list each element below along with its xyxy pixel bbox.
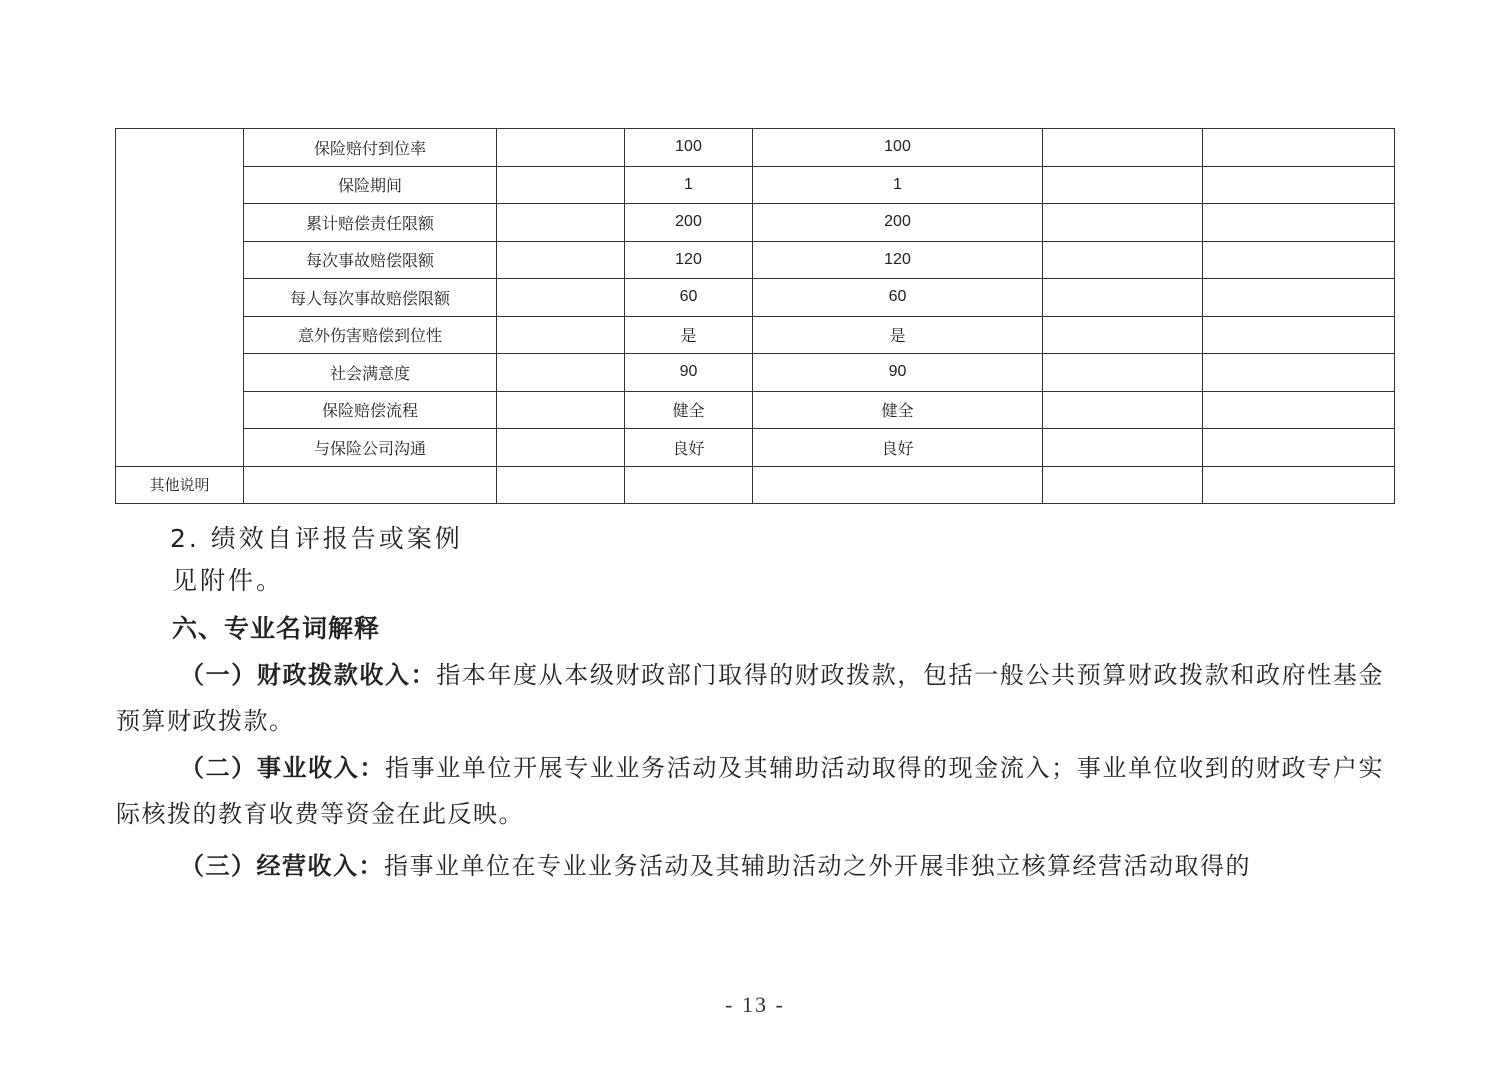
actual-value: 良好 xyxy=(753,429,1043,467)
actual-value: 1 xyxy=(753,166,1043,204)
target-value: 良好 xyxy=(625,429,753,467)
other-notes-label: 其他说明 xyxy=(116,466,244,504)
section-2-title: 2. 绩效自评报告或案例 xyxy=(170,524,463,553)
extra-cell xyxy=(1043,391,1203,429)
blank-cell xyxy=(497,204,625,242)
extra-cell xyxy=(1043,354,1203,392)
table-row xyxy=(116,429,1395,467)
blank-cell xyxy=(497,129,625,167)
extra-cell xyxy=(1043,241,1203,279)
definition-text: 指本年度从本级财政部门取得的财政拨款，包括一般公共预算财政拨款和政府性基金预算财政拨款。 xyxy=(116,661,1385,735)
indicator-name: 保险赔偿流程 xyxy=(244,391,497,429)
indicator-name: 社会满意度 xyxy=(244,354,497,392)
extra-cell xyxy=(1043,166,1203,204)
blank-cell xyxy=(497,466,625,504)
section-2-body: 见附件。 xyxy=(172,566,285,595)
table-row xyxy=(116,279,1395,317)
table-row xyxy=(116,316,1395,354)
extra-cell xyxy=(1203,429,1395,467)
blank-cell xyxy=(1043,466,1203,504)
definition-term: （一）财政拨款收入： xyxy=(180,661,437,689)
merged-category-cell xyxy=(116,129,244,467)
definition-text: 指事业单位在专业业务活动及其辅助活动之外开展非独立核算经营活动取得的 xyxy=(384,852,1251,880)
blank-cell xyxy=(1203,466,1395,504)
target-value: 1 xyxy=(625,166,753,204)
table-row xyxy=(116,129,1395,167)
indicator-name: 保险赔付到位率 xyxy=(244,129,497,167)
definition-text: 指事业单位开展专业业务活动及其辅助活动取得的现金流入；事业单位收到的财政专户实际核拨的教育收费等资金在此反映。 xyxy=(116,754,1385,828)
extra-cell xyxy=(1043,204,1203,242)
actual-value: 90 xyxy=(753,354,1043,392)
table-row-other xyxy=(116,466,1395,504)
extra-cell xyxy=(1203,316,1395,354)
extra-cell xyxy=(1203,166,1395,204)
blank-cell xyxy=(497,316,625,354)
actual-value: 60 xyxy=(753,279,1043,317)
target-value: 60 xyxy=(625,279,753,317)
actual-value: 100 xyxy=(753,129,1043,167)
target-value: 90 xyxy=(625,354,753,392)
blank-cell xyxy=(497,279,625,317)
blank-cell xyxy=(497,166,625,204)
performance-indicator-table xyxy=(115,128,1395,504)
extra-cell xyxy=(1203,279,1395,317)
table-row xyxy=(116,241,1395,279)
indicator-name: 累计赔偿责任限额 xyxy=(244,204,497,242)
table-row xyxy=(116,166,1395,204)
extra-cell xyxy=(1203,129,1395,167)
target-value: 100 xyxy=(625,129,753,167)
definition-paragraph xyxy=(116,843,1384,889)
actual-value: 200 xyxy=(753,204,1043,242)
actual-value: 120 xyxy=(753,241,1043,279)
indicator-name: 意外伤害赔偿到位性 xyxy=(244,316,497,354)
blank-cell xyxy=(497,354,625,392)
indicator-name: 每人每次事故赔偿限额 xyxy=(244,279,497,317)
extra-cell xyxy=(1043,279,1203,317)
definition-paragraph xyxy=(116,652,1384,744)
blank-cell xyxy=(625,466,753,504)
blank-cell xyxy=(497,429,625,467)
extra-cell xyxy=(1203,241,1395,279)
blank-cell xyxy=(497,241,625,279)
table-row xyxy=(116,391,1395,429)
blank-cell xyxy=(244,466,497,504)
page-number: - 13 - xyxy=(725,992,785,1017)
section-6-heading: 六、专业名词解释 xyxy=(172,614,381,643)
indicator-name: 每次事故赔偿限额 xyxy=(244,241,497,279)
definition-term: （二）事业收入： xyxy=(180,754,385,782)
indicator-name: 保险期间 xyxy=(244,166,497,204)
definition-paragraph xyxy=(116,745,1384,837)
blank-cell xyxy=(497,391,625,429)
actual-value: 是 xyxy=(753,316,1043,354)
target-value: 120 xyxy=(625,241,753,279)
extra-cell xyxy=(1043,429,1203,467)
actual-value: 健全 xyxy=(753,391,1043,429)
extra-cell xyxy=(1203,204,1395,242)
definition-term: （三）经营收入： xyxy=(180,852,384,880)
target-value: 200 xyxy=(625,204,753,242)
extra-cell xyxy=(1203,391,1395,429)
target-value: 健全 xyxy=(625,391,753,429)
extra-cell xyxy=(1043,316,1203,354)
indicator-name: 与保险公司沟通 xyxy=(244,429,497,467)
extra-cell xyxy=(1203,354,1395,392)
table-row xyxy=(116,204,1395,242)
table-row xyxy=(116,354,1395,392)
extra-cell xyxy=(1043,129,1203,167)
blank-cell xyxy=(753,466,1043,504)
target-value: 是 xyxy=(625,316,753,354)
